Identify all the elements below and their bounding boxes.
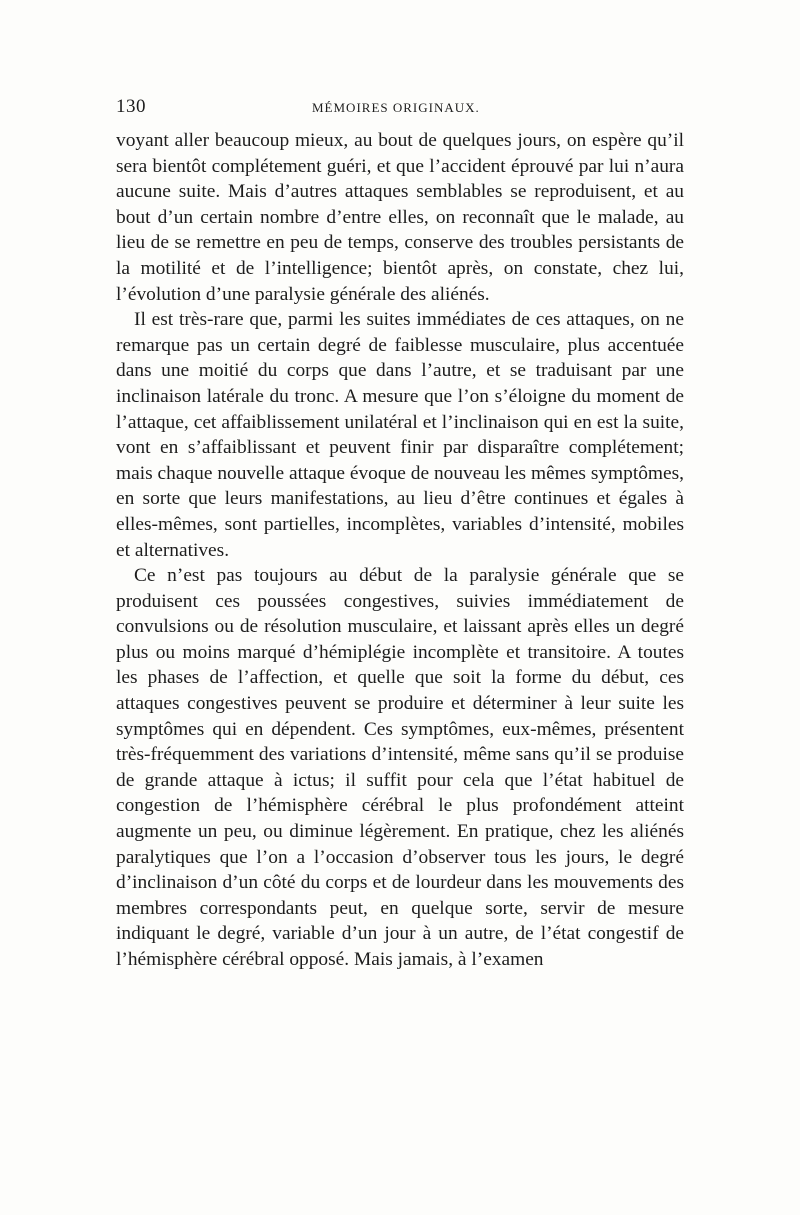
paragraph: Ce n’est pas toujours au début de la paralysie générale que se produisent ces poussées congestives, suivies immédiatement de convulsions ou de résolution musculaire, et laissant après elles un degré plus ou moins marqué d’hémiplégie incomplète et transitoire. A toutes les phases de l’affection, et quelle que soit la forme du début, ces attaques congestives peuvent se produire et déterminer à leur suite les symptômes qui en dépendent. Ces symptômes, eux-mêmes, présentent très-fréquemment des variations d’intensité, même sans qu’il se produise de grande attaque à ictus; il suffit pour cela que l’état habituel de congestion de l’hémisphère cérébral le plus profondément atteint augmente un peu, ou diminue légèrement. En pratique, chez les aliénés paralytiques que l’on a l’occasion d’observer tous les jours, le degré d’inclinaison d’un côté du corps et de lourdeur dans les mouvements des membres correspondants peut, en quelque sorte, servir de mesure indiquant le degré, variable d’un jour à un autre, de l’état congestif de l’hémisphère cérébral opposé. Mais jamais, à l’examen: [116, 565, 684, 970]
paragraph: Il est très-rare que, parmi les suites immédiates de ces attaques, on ne remarque pas un certain degré de faiblesse musculaire, plus accentuée dans une moitié du corps que dans l’autre, et se traduisant par une inclinaison latérale du tronc. A mesure que l’on s’éloigne du moment de l’attaque, cet affaiblissement unilatéral et l’inclinaison qui en est la suite, vont en s’affaiblissant et peuvent finir par disparaître complétement; mais chaque nouvelle attaque évoque de nouveau les mêmes symptômes, en sorte que leurs manifestations, au lieu d’être continues et égales à elles-mêmes, sont partielles, incomplètes, variables d’intensité, mobiles et alternatives.: [116, 309, 684, 561]
book-page: [116, 96, 684, 1156]
body-text: [116, 128, 684, 973]
paragraph-continued: voyant aller beaucoup mieux, au bout de quelques jours, on espère qu’il sera bientôt complétement guéri, et que l’accident éprouvé par lui n’aura aucune suite. Mais d’autres attaques semblables se reproduisent, et au bout d’un certain nombre d’entre elles, on reconnaît que le malade, au lieu de se remettre en peu de temps, conserve des troubles persistants de la motilité et de l’intelligence; bientôt après, on constate, chez lui, l’évolution d’une paralysie générale des aliénés.: [116, 130, 684, 305]
running-head: [116, 96, 684, 128]
page-number: 130: [116, 96, 146, 117]
running-head-title: MÉMOIRES ORIGINAUX.: [312, 100, 480, 115]
